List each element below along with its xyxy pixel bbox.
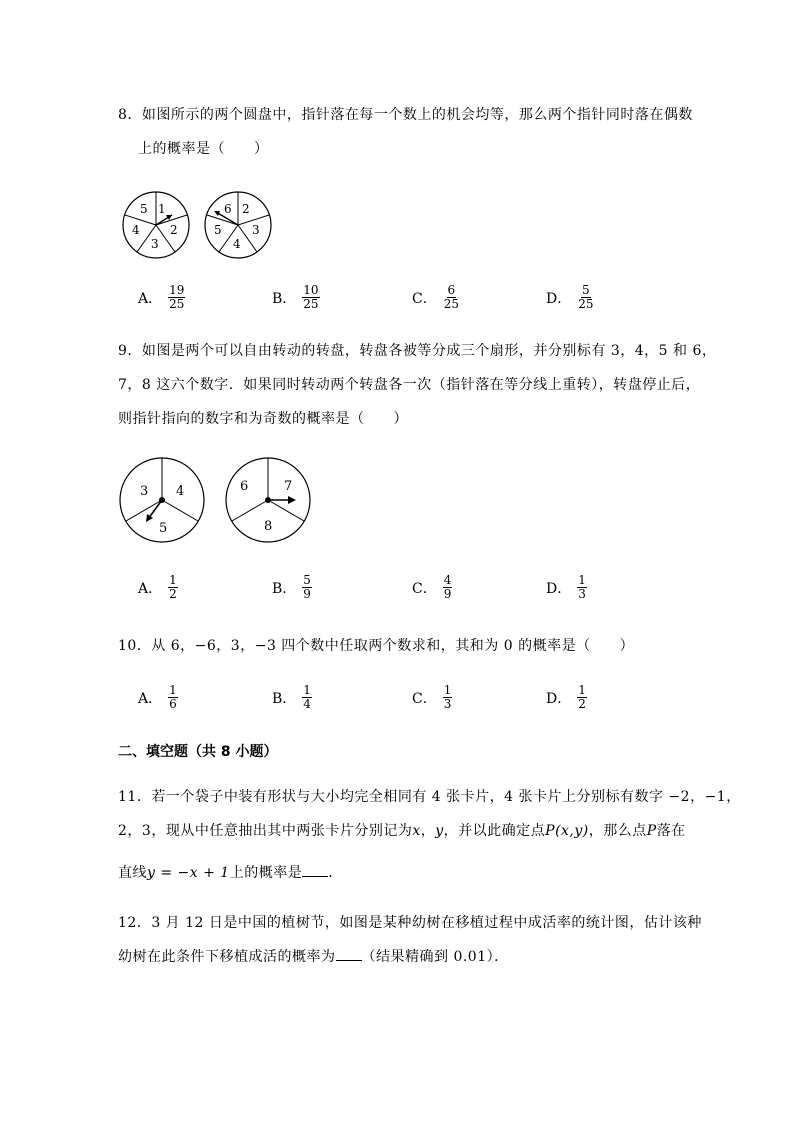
q9-text-line3: 则指针指向的数字和为奇数的概率是（ ） xyxy=(118,411,408,427)
q11-text-line2: 2，3，现从中任意抽出其中两张卡片分别记为x，y，并以此确定点P(x,y)，那么点P落在 xyxy=(118,823,686,839)
q8-w2-label: 6 xyxy=(224,202,232,216)
answer-blank[interactable] xyxy=(336,948,362,961)
q12-text-line1: 12．3 月 12 日是中国的植树节，如图是某种幼树在移植过程中成活率的统计图，估计该种 xyxy=(118,915,702,931)
fraction: $\frac{4}{9}$ xyxy=(443,573,452,601)
answer-blank[interactable] xyxy=(302,864,328,877)
fraction: $\frac{6}{25}$ xyxy=(443,283,459,311)
q8-w2-label: 2 xyxy=(242,202,250,216)
fraction: $\frac{19}{25}$ xyxy=(169,283,185,311)
q8-w1-label: 4 xyxy=(132,223,140,237)
fraction: $\frac{1}{6}$ xyxy=(169,683,177,711)
q9-w1-label: 3 xyxy=(140,484,149,499)
fraction: $\frac{1}{2}$ xyxy=(169,573,177,601)
fraction: $\frac{10}{25}$ xyxy=(303,283,319,311)
q8-text-line2: 上的概率是（ ） xyxy=(138,141,269,157)
q10-option-a[interactable]: A． $\frac{1}{6}$ xyxy=(138,683,177,711)
q8-w1-label: 2 xyxy=(170,223,178,237)
q8-w2-label: 3 xyxy=(252,223,260,237)
q9-text-line2: 7，8 这六个数字．如果同时转动两个转盘各一次（指针落在等分线上重转），转盘停止后， xyxy=(118,377,701,393)
q9-wheel-2 xyxy=(226,458,310,542)
q10-option-b[interactable]: B． $\frac{1}{4}$ xyxy=(272,683,311,711)
fraction: $\frac{1}{2}$ xyxy=(578,683,586,711)
q8-option-a[interactable]: A． $\frac{19}{25}$ xyxy=(138,283,185,311)
q9-text-line1: 9．如图是两个可以自由转动的转盘，转盘各被等分成三个扇形，并分别标有 3，4，5 和 6， xyxy=(118,343,717,359)
q9-spinner-figure xyxy=(118,456,314,546)
q8-option-d[interactable]: D． $\frac{5}{25}$ xyxy=(546,283,594,311)
q11-text-line1: 11．若一个袋子中装有形状与大小均完全相同有 4 张卡片，4 张卡片上分别标有数字 −2，−1， xyxy=(118,789,741,805)
q8-wheel-1 xyxy=(123,192,189,258)
q9-option-b[interactable]: B． $\frac{5}{9}$ xyxy=(272,573,311,601)
fraction: $\frac{5}{25}$ xyxy=(578,283,594,311)
q10-text: 10．从 6，−6，3，−3 四个数中任取两个数求和，其和为 0 的概率是（ ） xyxy=(118,638,635,654)
q8-wheel-2 xyxy=(205,192,271,258)
q11-text-line3: 直线y = −x + 1上的概率是 ． xyxy=(118,865,343,881)
q9-option-d[interactable]: D． $\frac{1}{3}$ xyxy=(546,573,586,601)
fraction: $\frac{5}{9}$ xyxy=(303,573,311,601)
fraction: $\frac{1}{4}$ xyxy=(303,683,311,711)
q10-option-c[interactable]: C． $\frac{1}{3}$ xyxy=(412,683,452,711)
fraction: $\frac{1}{3}$ xyxy=(443,683,452,711)
q8-option-c[interactable]: C． $\frac{6}{25}$ xyxy=(412,283,459,311)
q9-w1-label: 5 xyxy=(159,521,168,536)
q8-w2-label: 5 xyxy=(214,223,222,237)
q9-w1-label: 4 xyxy=(176,484,185,499)
q9-option-a[interactable]: A． $\frac{1}{2}$ xyxy=(138,573,177,601)
q8-w1-label: 1 xyxy=(158,202,166,216)
q9-w2-label: 7 xyxy=(284,479,293,494)
q8-option-b[interactable]: B． $\frac{10}{25}$ xyxy=(272,283,319,311)
q12-text-line2: 幼树在此条件下移植成活的概率为 （结果精确到 0.01）． xyxy=(118,949,509,965)
q10-option-d[interactable]: D． $\frac{1}{2}$ xyxy=(546,683,586,711)
q9-w2-label: 8 xyxy=(264,519,273,534)
section-heading-fill-in: 二、填空题（共 8 小题） xyxy=(118,744,278,760)
fraction: $\frac{1}{3}$ xyxy=(578,573,586,601)
q8-w2-label: 4 xyxy=(233,237,241,251)
q8-text-line1: 8．如图所示的两个圆盘中，指针落在每一个数上的机会均等，那么两个指针同时落在偶数 xyxy=(118,107,693,123)
q9-wheel-1 xyxy=(120,458,204,542)
q8-w1-label: 3 xyxy=(151,237,159,251)
q9-option-c[interactable]: C． $\frac{4}{9}$ xyxy=(412,573,452,601)
q8-spinner-figure xyxy=(120,190,280,260)
q9-w2-label: 6 xyxy=(240,479,249,494)
q8-w1-label: 5 xyxy=(140,202,148,216)
